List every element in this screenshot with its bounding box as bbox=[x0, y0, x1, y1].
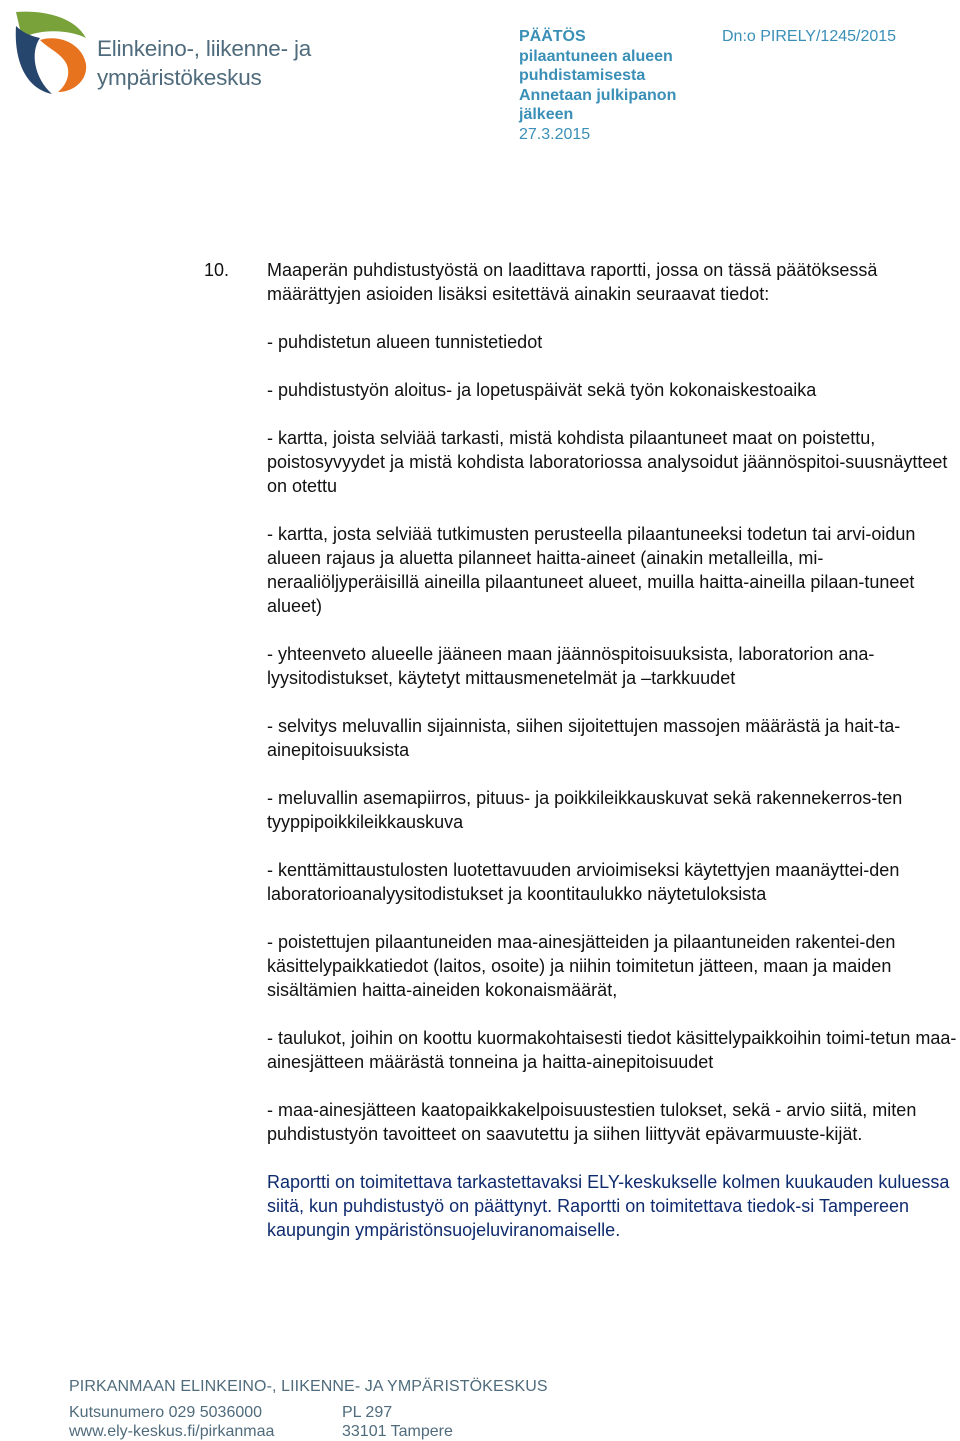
footer-org: PIRKANMAAN ELINKEINO-, LIIKENNE- JA YMPÄRISTÖKESKUS bbox=[69, 1378, 548, 1395]
logo-text bbox=[97, 34, 311, 92]
record-number: Dn:o PIRELY/1245/2015 bbox=[722, 28, 897, 45]
footer bbox=[69, 1377, 929, 1441]
doc-date: 27.3.2015 bbox=[519, 125, 591, 143]
footer-phone: Kutsunumero 029 5036000 bbox=[69, 1404, 263, 1421]
footer-row bbox=[69, 1422, 929, 1441]
doc-type: PÄÄTÖS bbox=[519, 28, 586, 45]
list-item: - kenttämittaustulosten luotettavuuden arvioimiseksi käytettyjen maanäyttei-den laboratorioanalyysitodistukset ja koontitaulukko näytetuloksista bbox=[267, 860, 900, 904]
footer-row bbox=[69, 1403, 929, 1422]
list-item: - kartta, josta selviää tutkimusten perusteella pilaantuneeksi todetun tai arvi-oidun alueen rajaus ja aluetta pilanneet haitta-aineet (ainakin metalleilla, mi-neraaliöljyperäisillä aineilla pilaantuneet alueet, muilla haitta-aineilla pilaan-tuneet alueet) bbox=[267, 524, 916, 616]
list-item: - yhteenveto alueelle jääneen maan jäännöspitoisuuksista, laboratorion ana-lyysitodistukset, käytetyt mittausmenetelmät ja –tarkkuudet bbox=[267, 644, 875, 688]
item-body bbox=[267, 258, 959, 1266]
list-item: - poistettujen pilaantuneiden maa-ainesjätteiden ja pilaantuneiden rakentei-den käsittelypaikkatiedot (laitos, osoite) ja niihin toimitetun jätteen, maan ja maiden sisältämien haitta-aineiden kokonaismäärät, bbox=[267, 932, 896, 1000]
doc-title-line: puhdistamisesta bbox=[519, 67, 646, 84]
list-item: - kartta, joista selviää tarkasti, mistä kohdista pilaantuneet maat on poistettu, poistosyvyydet ja mistä kohdista laboratoriossa analysoidut jäännöspitoi-suusnäytteet on otettu bbox=[267, 428, 948, 496]
list-item: - maa-ainesjätteen kaatopaikkakelpoisuustestien tulokset, sekä - arvio siitä, miten puhdistustyön tavoitteet on saavutettu ja siihen liittyvät epävarmuuste-kijät. bbox=[267, 1100, 917, 1144]
intro-paragraph: Maaperän puhdistustyöstä on laadittava raportti, jossa on tässä päätöksessä määrättyjen asioiden lisäksi esitettävä ainakin seuraavat tiedot: bbox=[267, 260, 878, 304]
item-number: 10. bbox=[204, 260, 230, 280]
list-item: - puhdistustyön aloitus- ja lopetuspäivät sekä työn kokonaiskestoaika bbox=[267, 380, 817, 400]
logo-text-line1: Elinkeino-, liikenne- ja bbox=[97, 36, 312, 61]
ely-keskus-logo-icon bbox=[12, 8, 92, 96]
footer-postal: 33101 Tampere bbox=[342, 1423, 453, 1440]
list-item: - selvitys meluvallin sijainnista, siihen sijoitettujen massojen määrästä ja hait-ta-ainepitoisuuksista bbox=[267, 716, 901, 760]
list-item: - puhdistetun alueen tunnistetiedot bbox=[267, 332, 543, 352]
footer-pobox: PL 297 bbox=[342, 1404, 393, 1421]
logo-text-line2: ympäristökeskus bbox=[97, 65, 262, 90]
logo-white-cut bbox=[41, 44, 53, 86]
list-item: - taulukot, joihin on koottu kuormakohtaisesti tiedot käsittelypaikkoihin toimi-tetun maa-ainesjätteen määrästä tonneina ja haitta-ainepitoisuudet bbox=[267, 1028, 957, 1072]
final-paragraph: Raportti on toimitettava tarkastettavaksi ELY-keskukselle kolmen kuukauden kuluessa siitä, kun puhdistustyö on päättynyt. Raportti on toimitettava tiedok-si Tampereen kaupungin ympäristönsuojeluviranomaiselle. bbox=[267, 1172, 950, 1240]
footer-web: www.ely-keskus.fi/pirkanmaa bbox=[69, 1423, 275, 1440]
doc-title-line: pilaantuneen alueen bbox=[519, 47, 673, 65]
doc-title-line: Annetaan julkipanon bbox=[519, 86, 677, 104]
document-meta bbox=[519, 27, 709, 144]
list-item: - meluvallin asemapiirros, pituus- ja poikkileikkauskuvat sekä rakennekerros-ten tyyppipoikkileikkauskuva bbox=[267, 788, 903, 832]
doc-title-line: jälkeen bbox=[519, 106, 574, 123]
